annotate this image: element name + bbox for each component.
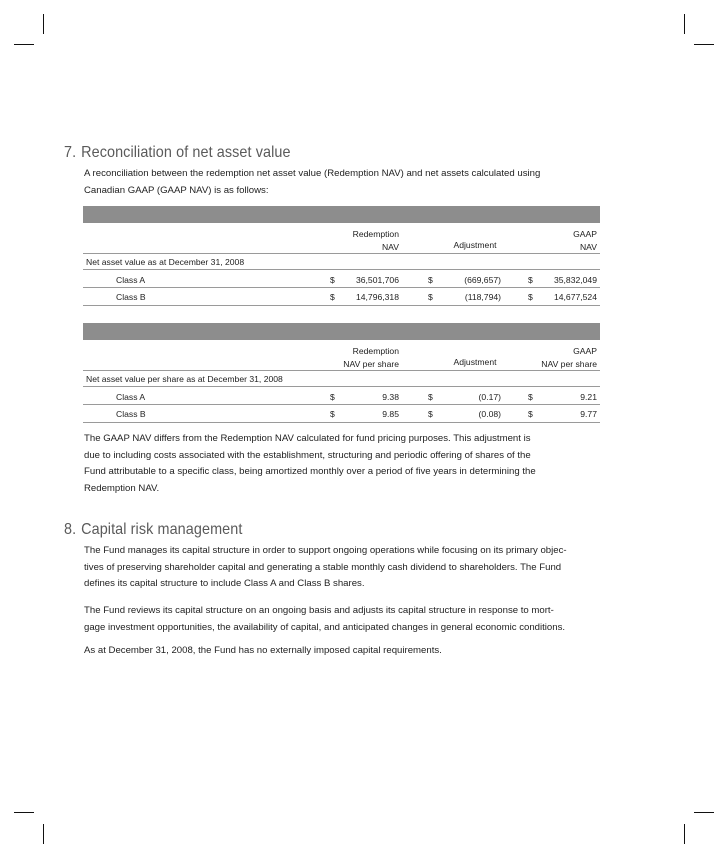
table-2-header-gaap: GAAP NAV per share	[541, 346, 597, 369]
paragraph-line: tives of preserving shareholder capital and generating a stable monthly cash dividend to shareholders. The Fund	[84, 561, 562, 573]
gaap-value: 9.21	[580, 392, 597, 402]
redemption-value: 36,501,706	[355, 275, 399, 285]
section-8-paragraph-1	[84, 543, 604, 593]
currency-symbol: $	[330, 409, 335, 419]
section-7-number: 7.	[64, 144, 77, 161]
section-8-paragraph-2	[84, 603, 604, 636]
currency-symbol: $	[528, 392, 533, 402]
section-8-number: 8.	[64, 521, 77, 538]
section-7-note	[84, 431, 604, 497]
section-8-title: Capital risk management	[81, 521, 243, 538]
paragraph-line: As at December 31, 2008, the Fund has no externally imposed capital requirements.	[84, 645, 442, 656]
table-1-header-adjustment: Adjustment	[453, 240, 497, 250]
table-2-header-bar	[83, 323, 600, 340]
table-2-row-rule	[83, 404, 600, 405]
adjustment-value: (669,657)	[464, 275, 501, 285]
currency-symbol: $	[528, 409, 533, 419]
paragraph-line: defines its capital structure to include Class A and Class B shares.	[84, 578, 365, 589]
crop-mark-top-right-horizontal	[694, 44, 714, 45]
row-label: Class B	[116, 292, 146, 302]
currency-symbol: $	[428, 392, 433, 402]
crop-mark-bottom-left-horizontal	[14, 812, 34, 813]
table-1-header-rule	[83, 253, 600, 254]
currency-symbol: $	[428, 409, 433, 419]
currency-symbol: $	[528, 292, 533, 302]
row-label: Class A	[116, 392, 146, 402]
currency-symbol: $	[528, 275, 533, 285]
table-2-header-redemption: Redemption NAV per share	[343, 346, 399, 369]
table-1-header-redemption: Redemption NAV	[352, 229, 399, 252]
section-7-heading	[64, 144, 291, 162]
gaap-value: 14,677,524	[553, 292, 597, 302]
table-2-header-adjustment: Adjustment	[453, 357, 497, 367]
table-1-header-gaap: GAAP NAV	[573, 229, 597, 252]
crop-mark-bottom-right-vertical	[684, 824, 685, 844]
intro-line: Canadian GAAP (GAAP NAV) is as follows:	[84, 184, 269, 196]
currency-symbol: $	[428, 275, 433, 285]
currency-symbol: $	[428, 292, 433, 302]
section-7-intro	[84, 166, 604, 199]
row-label: Class A	[116, 275, 146, 285]
table-1-bottom-rule	[83, 305, 600, 306]
adjustment-value: (118,794)	[464, 292, 501, 302]
section-8-paragraph-3	[84, 643, 604, 660]
note-line: due to including costs associated with the establishment, structuring and periodic offering of shares of the	[84, 449, 531, 461]
row-label: Class B	[116, 409, 146, 419]
note-line: Redemption NAV.	[84, 482, 160, 494]
table-1-group-rule	[83, 269, 600, 270]
table-1-group-label: Net asset value as at December 31, 2008	[86, 257, 245, 267]
gaap-value: 35,832,049	[553, 275, 597, 285]
note-line: Fund attributable to a specific class, being amortized monthly over a period of five years in determining the	[84, 466, 536, 477]
crop-mark-bottom-left-vertical	[43, 824, 44, 844]
section-8-heading	[64, 521, 242, 539]
currency-symbol: $	[330, 292, 335, 302]
table-2-header-rule	[83, 370, 600, 371]
redemption-value: 14,796,318	[355, 292, 399, 302]
intro-line: A reconciliation between the redemption net asset value (Redemption NAV) and net assets calculated using	[84, 168, 541, 179]
section-7-title: Reconciliation of net asset value	[81, 144, 291, 161]
table-2-group-rule	[83, 386, 600, 387]
paragraph-line: The Fund manages its capital structure in order to support ongoing operations while focusing on its primary objec-	[84, 545, 567, 556]
adjustment-value: (0.08)	[478, 409, 501, 419]
crop-mark-top-left-vertical	[43, 14, 44, 34]
currency-symbol: $	[330, 275, 335, 285]
redemption-value: 9.38	[382, 392, 399, 402]
adjustment-value: (0.17)	[478, 392, 501, 402]
note-line: The GAAP NAV differs from the Redemption NAV calculated for fund pricing purposes. This adjustment is	[84, 433, 531, 444]
table-1-row-rule	[83, 287, 600, 288]
redemption-value: 9.85	[382, 409, 399, 419]
crop-mark-top-right-vertical	[684, 14, 685, 34]
currency-symbol: $	[330, 392, 335, 402]
table-1-header-bar	[83, 206, 600, 223]
crop-mark-top-left-horizontal	[14, 44, 34, 45]
gaap-value: 9.77	[580, 409, 597, 419]
table-2-group-label: Net asset value per share as at December 31, 2008	[86, 374, 283, 384]
crop-mark-bottom-right-horizontal	[694, 812, 714, 813]
table-2-bottom-rule	[83, 422, 600, 423]
paragraph-line: gage investment opportunities, the availability of capital, and anticipated changes in general economic conditions.	[84, 621, 566, 633]
paragraph-line: The Fund reviews its capital structure on an ongoing basis and adjusts its capital structure in response to mort-	[84, 605, 554, 616]
